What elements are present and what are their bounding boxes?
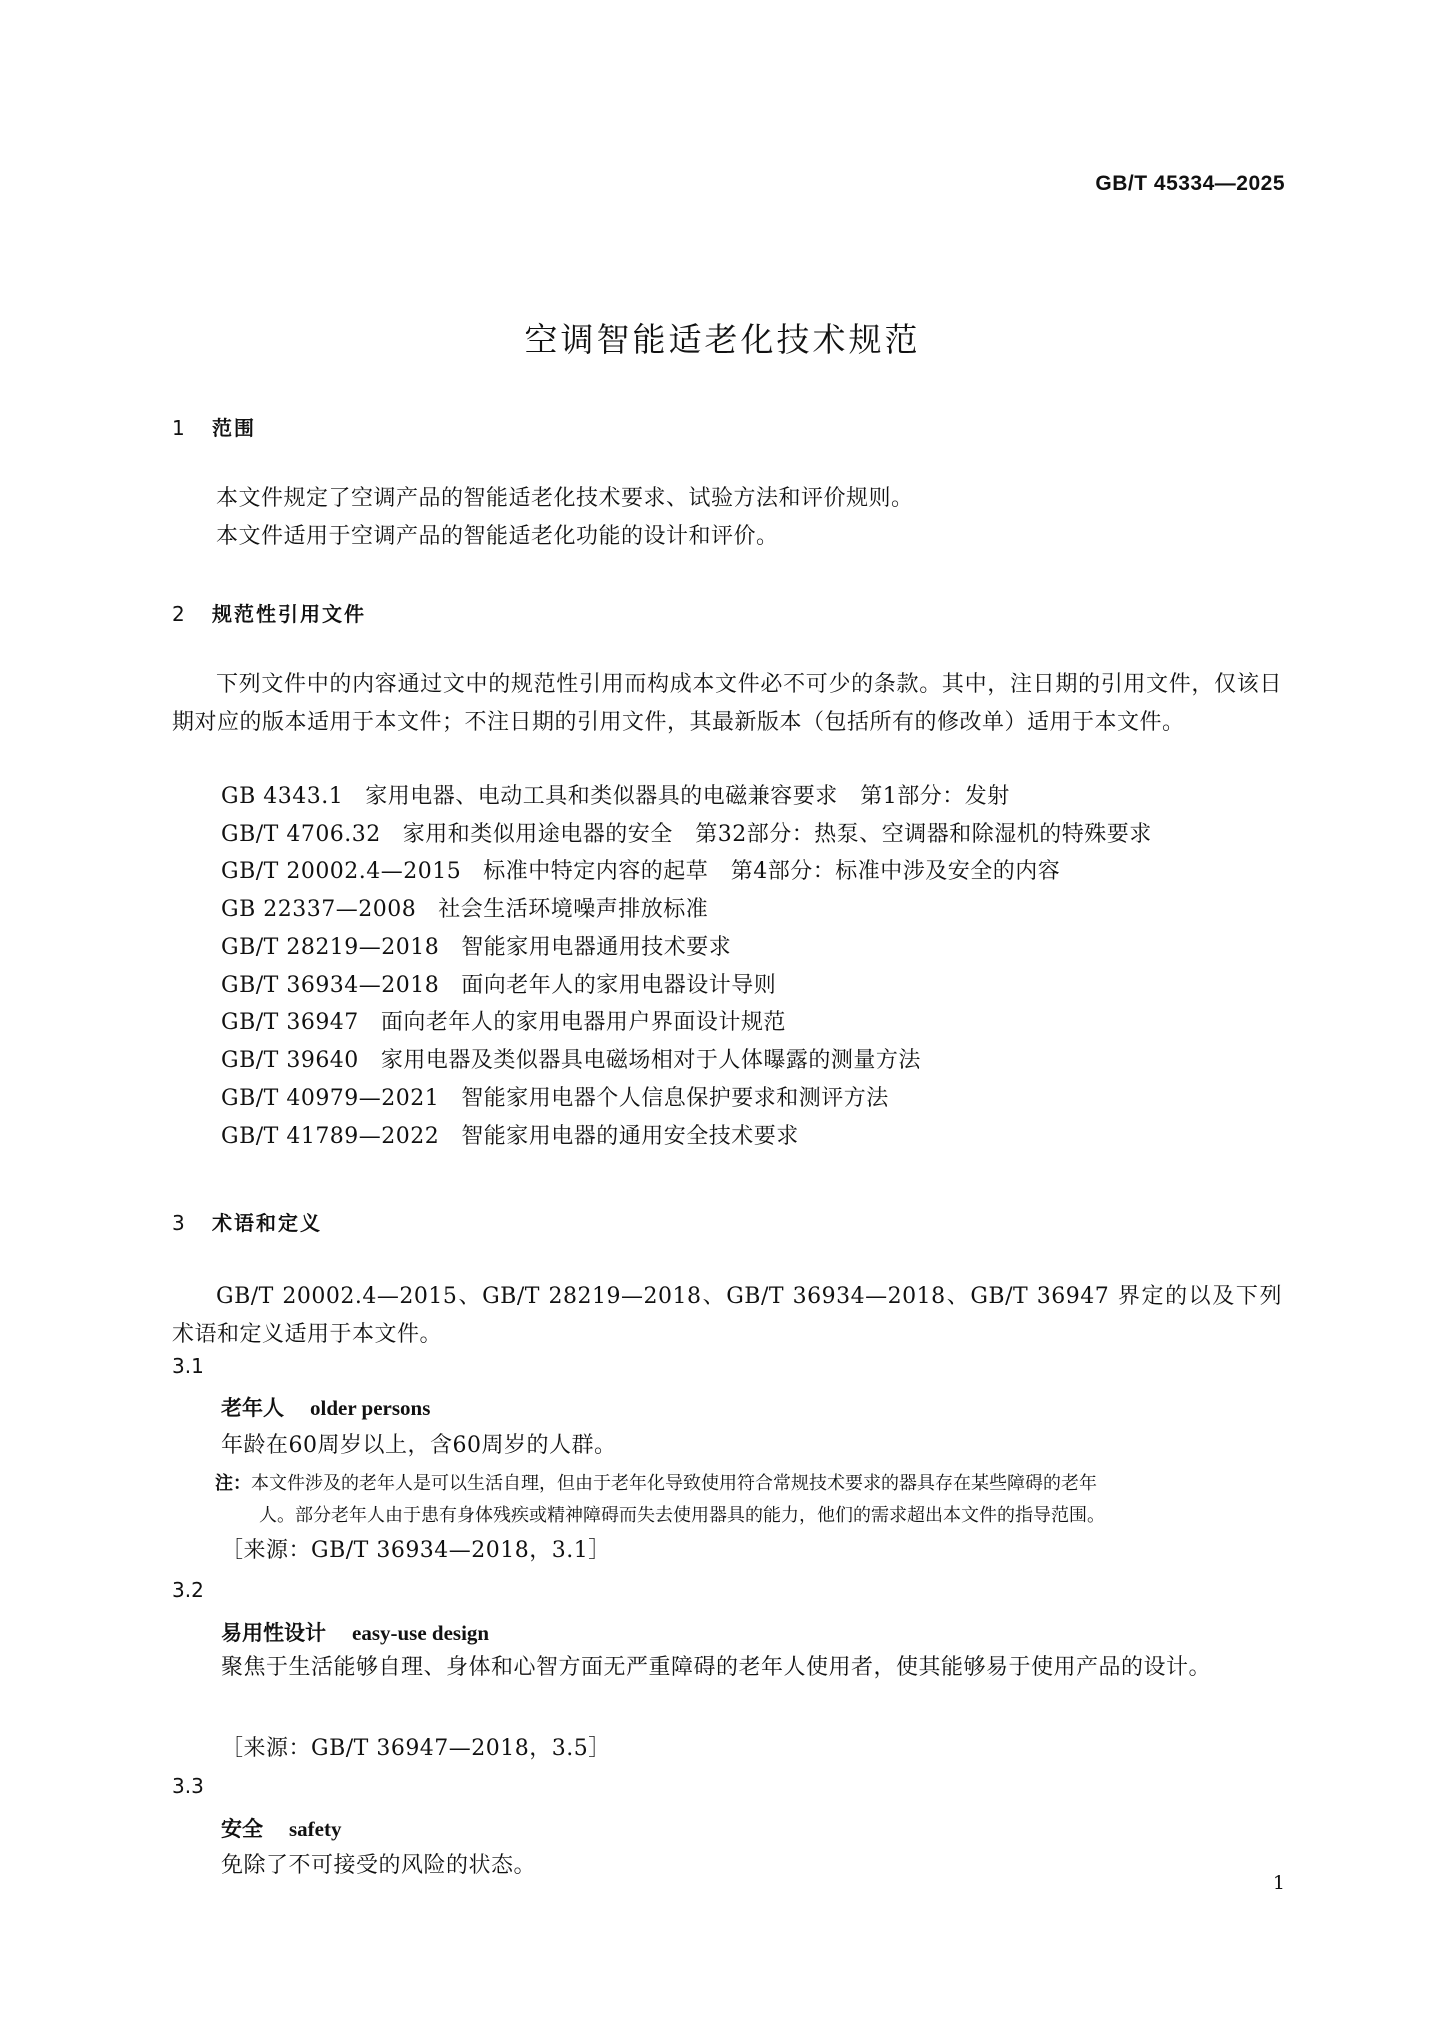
reference-code: GB/T 41789—2022 [221,1124,440,1149]
reference-item [221,782,1010,812]
term-entry [221,1617,489,1647]
references-intro-paragraph: 下列文件中的内容通过文中的规范性引用而构成本文件必不可少的条款。其中，注日期的引用文件，仅该日期对应的版本适用于本文件；不注日期的引用文件，其最新版本（包括所有的修改单）适用于本文件。 [172,672,1282,735]
term-definition: 聚焦于生活能够自理、身体和心智方面无严重障碍的老年人使用者，使其能够易于使用产品的设计。 [221,1655,1212,1680]
term-en: safety [289,1817,342,1841]
section-heading-normative-references [172,598,366,627]
reference-item [221,857,1060,887]
reference-title: 家用电器、电动工具和类似器具的电磁兼容要求 第1部分：发射 [365,784,1010,809]
reference-title: 面向老年人的家用电器设计导则 [461,973,777,998]
reference-item [221,820,1152,850]
section-title: 规范性引用文件 [212,602,366,626]
section-heading-terms-definitions [172,1207,322,1236]
section-number: 3 [172,1211,187,1235]
reference-title: 面向老年人的家用电器用户界面设计规范 [380,1010,786,1035]
terms-intro-paragraph: GB/T 20002.4—2015、GB/T 28219—2018、GB/T 36934—2018、GB/T 36947 界定的以及下列术语和定义适用于本文件。 [172,1284,1282,1347]
section-number: 1 [172,416,187,440]
term-number: 3.2 [172,1578,204,1602]
section-heading-scope [172,412,256,441]
scope-paragraph-2: 本文件适用于空调产品的智能适老化功能的设计和评价。 [216,524,779,549]
reference-item [221,1008,786,1038]
note-label: 注： [215,1473,251,1494]
term-entry [221,1392,430,1422]
reference-item [221,895,708,925]
reference-title: 智能家用电器的通用安全技术要求 [461,1124,799,1149]
term-source: ［来源：GB/T 36934—2018，3.1］ [221,1538,611,1563]
reference-title: 智能家用电器个人信息保护要求和测评方法 [461,1086,889,1111]
term-en: older persons [310,1396,431,1420]
section-title: 范围 [212,416,256,440]
standard-code: GB/T 45334—2025 [1095,172,1285,195]
reference-code: GB/T 28219—2018 [221,935,440,960]
note-text-line2: 人。部分老年人由于患有身体残疾或精神障碍而失去使用器具的能力，他们的需求超出本文件的指导范围。 [259,1505,1105,1526]
reference-item [221,1122,799,1152]
reference-title: 家用电器及类似器具电磁场相对于人体曝露的测量方法 [380,1048,921,1073]
note-text-line1: 本文件涉及的老年人是可以生活自理，但由于老年化导致使用符合常规技术要求的器具存在某些障碍的老年 [251,1473,1097,1494]
page-number: 1 [1272,1872,1285,1894]
section-number: 2 [172,602,187,626]
reference-item [221,1084,889,1114]
reference-title: 智能家用电器通用技术要求 [461,935,732,960]
reference-code: GB 4343.1 [221,784,344,809]
reference-code: GB 22337—2008 [221,897,417,922]
reference-code: GB/T 36947 [221,1010,359,1035]
reference-item [221,1046,921,1076]
section-title: 术语和定义 [212,1211,322,1235]
term-number: 3.3 [172,1774,204,1798]
term-en: easy-use design [352,1621,490,1645]
term-zh: 老年人 [221,1395,284,1420]
reference-item [221,933,731,963]
term-note [215,1468,1283,1532]
reference-title: 社会生活环境噪声排放标准 [438,897,709,922]
reference-code: GB/T 4706.32 [221,822,381,847]
document-title: 空调智能适老化技术规范 [524,320,921,360]
term-entry [221,1813,341,1843]
reference-item [221,971,776,1001]
reference-code: GB/T 20002.4—2015 [221,859,462,884]
reference-title: 标准中特定内容的起草 第4部分：标准中涉及安全的内容 [483,859,1061,884]
reference-title: 家用和类似用途电器的安全 第32部分：热泵、空调器和除湿机的特殊要求 [402,822,1152,847]
scope-paragraph-1: 本文件规定了空调产品的智能适老化技术要求、试验方法和评价规则。 [216,486,914,511]
reference-code: GB/T 40979—2021 [221,1086,440,1111]
term-definition: 免除了不可接受的风险的状态。 [221,1853,537,1878]
reference-code: GB/T 39640 [221,1048,359,1073]
term-source: ［来源：GB/T 36947—2018，3.5］ [221,1736,611,1761]
term-zh: 易用性设计 [221,1620,326,1645]
term-definition: 年龄在60周岁以上，含60周岁的人群。 [221,1433,617,1458]
term-number: 3.1 [172,1354,204,1378]
term-zh: 安全 [221,1816,263,1841]
reference-code: GB/T 36934—2018 [221,973,440,998]
